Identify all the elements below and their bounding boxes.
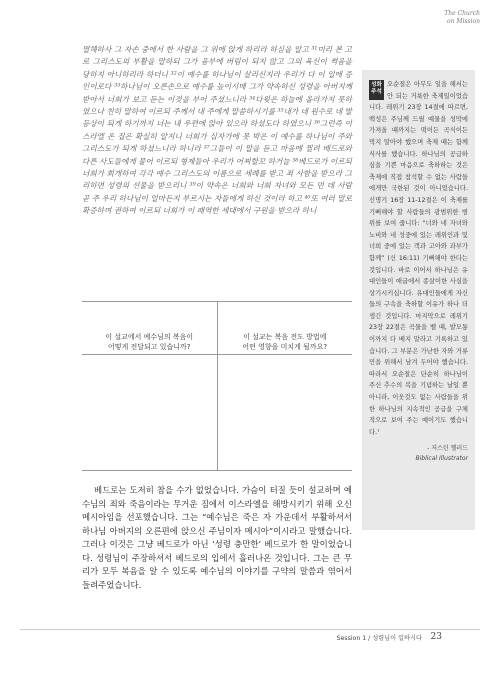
- running-head-line2: on Mission: [447, 18, 480, 25]
- question-2-divider: [218, 354, 353, 355]
- question-1-line2: 어떻게 전달되고 있습니까?: [107, 343, 191, 351]
- commentary-author: - 저스틴 헬러드: [427, 445, 468, 453]
- footer-rule: [20, 629, 480, 630]
- question-1-heading: [82, 332, 217, 352]
- scripture-passage: 멸해하사 그 자손 중에서 한 사람을 그 위에 앉게 하리라 하심을 알고 ³¹미리 본 고로 그리스도의 부활을 말하되 그가 음부에 버림이 되지 않고 그의 육신이 썩음을 당하지 아니하리라 하더니 ³²이 예수를 하나님이 살리신지라 우리가 다 이 일에 증인이로다 ³³하나님이 오른손으로 예수를 높이시매 그가 약속하신 성령을 아버지께 받아서 너희가 보고 듣는 이것을 부어 주셨느니라 ³⁴다윗은 하늘에 올라가지 못하였으나 친히 말하여 이르되 주께서 내 주에게 말씀하시기를 ³⁵내가 네 원수로 네 발등상이 되게 하기까지 너는 내 우편에 앉아 있으라 하셨도다 하였으니 ³⁶그런즉 이스라엘 온 집은 확실히 알지니 너희가 십자가에 못 박은 이 예수를 하나님이 주와 그리스도가 되게 하셨느니라 하니라 ³⁷그들이 이 말을 듣고 마음에 찔려 베드로와 다른 사도들에게 물어 이르되 형제들아 우리가 어찌할꼬 하거늘 ³⁸베드로가 이르되 너희가 회개하여 각각 예수 그리스도의 이름으로 세례를 받고 죄 사함을 받으라 그리하면 성령의 선물을 받으리니 ³⁹이 약속은 너희와 너희 자녀와 모든 먼 데 사람 곧 주 우리 하나님이 얼마든지 부르시는 자들에게 하신 것이라 하고 ⁴⁰또 여러 말로 확증하며 권하여 이르되 너희가 이 패역한 세대에서 구원을 받으라 하니: [82, 45, 352, 216]
- commentary-source: Biblical Illustrator: [415, 455, 468, 463]
- question-1-divider: [82, 354, 217, 355]
- question-2-line2: 어떤 영향을 미치게 될까요?: [242, 343, 328, 351]
- question-box-2[interactable]: [217, 302, 353, 470]
- commentary-badge: [369, 80, 384, 100]
- question-1-line1: 이 설교에서 예수님의 복음이: [105, 333, 194, 341]
- page-number: 23: [430, 632, 442, 642]
- running-head: [444, 10, 480, 26]
- commentary-text: 오순절은 아무도 일을 해서는 안 되는 거룩한 축제일이었습니다. 레위기 23장 14절에 따르면, 백성은 주님께 드릴 예물을 성막에 가져올 때까지는 떡이든 곡식이든 먹지 말아야 했으며 축제 때는 함께 식사를 했습니다. 하나님의 공급하심을 기쁜 마음으로 축하하는 것은 축제에 직접 참석할 수 없는 사람들에게만 국한된 것이 아니었습니다. 신명기 16장 11-12절은 이 축제를 기뻐해야 할 사람들의 광범위한 범위를 보여 줍니다: “너와 네 자녀와 노비와 네 성중에 있는 레위인과 및 너희 중에 있는 객과 고아와 과부가 함께” (신 16:11) 기뻐해야 한다는 것입니다. 바로 이어서 하나님은 유대인들이 애굽에서 종살이한 사실을 상기시키십니다. 유대인들에게 자신들의 구속을 축하할 이유가 하나 더 생긴 것입니다. 마지막으로 레위기 23장 22절은 곡물을 벨 때, 밭모퉁이까지 다 베지 말라고 기록하고 있습니다. 그 부분은 가난한 자와 거류민을 위해서 남겨 두어야 했습니다. 따라서 오순절은 단순히 하나님이 주신 추수의 복을 기념하는 날일 뿐 아니라, 이웃것도 없는 사람들을 위한 하나님의 지속적인 공급을 구체적으로 보여 주는 예이기도 했습니다.⁷: [369, 81, 468, 436]
- question-box-1[interactable]: [82, 302, 217, 470]
- discussion-questions-table: [82, 301, 352, 471]
- footer-session: Session 1: [336, 635, 367, 642]
- footer-session-label: [337, 633, 422, 642]
- running-head-line1: The Church: [444, 10, 480, 17]
- body-paragraph: 베드로는 도저히 참을 수가 없었습니다. 가슴이 터질 듯이 설교하며 예수님의 죄와 죽음이라는 무거운 짐에서 이스라엘을 해방시키기 위해 오신 메시아임을 선포했습니다. 그는 “예수님은 죽은 자 가운데서 부활하셔서 하나님 아버지의 오른편에 앉으신 주님이자 메시아”이시라고 말했습니다. 그러나 이것은 그냥 베드로가 아닌 ‘성령 충만한’ 베드로가 한 말이었습니다. 성령님이 주장하셔서 베드로의 입에서 흘러나온 것입니다. 그는 큰 무리가 모두 복음을 알 수 있도록 예수님의 이야기를 구약의 말씀과 엮어서 들려주었습니다.: [82, 485, 352, 590]
- commentary-badge-line2: 주석: [371, 89, 382, 95]
- commentary-badge-line1: 성화: [371, 82, 382, 88]
- commentary-sidebar: [362, 70, 475, 530]
- footer-title: 성령님이 일하시다: [372, 635, 422, 642]
- footer-separator: /: [368, 635, 371, 642]
- question-2-heading: [218, 332, 353, 352]
- question-2-line1: 이 설교는 복음 전도 방법에: [243, 333, 327, 341]
